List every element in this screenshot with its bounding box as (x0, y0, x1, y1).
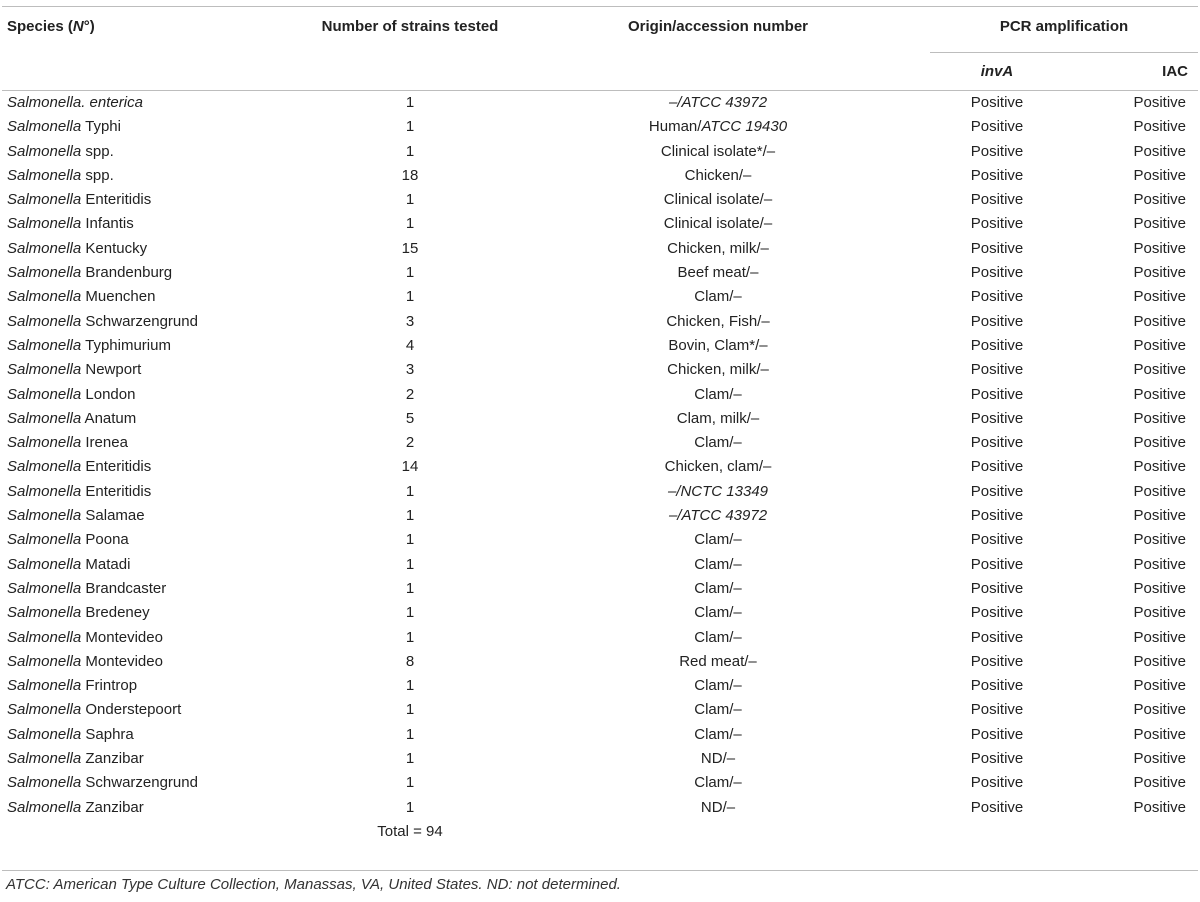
origin-cell: Chicken, Fish/– (666, 312, 770, 330)
inva-result-cell: Positive (970, 215, 1024, 233)
species-cell: Salmonella Newport (7, 361, 142, 379)
iac-result-cell: Positive (1133, 458, 1186, 476)
num-strains-cell: 1 (405, 118, 415, 136)
num-strains-cell: 1 (405, 482, 415, 500)
iac-result-cell: Positive (1133, 628, 1186, 646)
origin-cell: Clam/– (694, 701, 742, 719)
num-strains-cell: 1 (405, 677, 415, 695)
species-cell: Salmonella Zanzibar (7, 798, 144, 816)
num-strains-cell: 1 (405, 750, 415, 768)
origin-cell: Clam/– (694, 531, 742, 549)
inva-result-cell: Positive (970, 434, 1024, 452)
iac-result-cell: Positive (1133, 798, 1186, 816)
iac-result-cell: Positive (1133, 507, 1186, 525)
table-row (2, 626, 1198, 650)
species-cell: Salmonella Enteritidis (7, 458, 152, 476)
iac-result-cell: Positive (1133, 215, 1186, 233)
num-strains-cell: 15 (401, 239, 419, 257)
origin-cell: Clinical isolate/– (663, 191, 773, 209)
species-cell: Salmonella Zanzibar (7, 750, 144, 768)
origin-cell: Chicken/– (684, 166, 752, 184)
origin-cell: Clam/– (694, 604, 742, 622)
table-row (2, 796, 1198, 820)
origin-cell: Chicken, milk/– (667, 361, 769, 379)
table-row (2, 140, 1198, 164)
iac-result-cell: Positive (1133, 166, 1186, 184)
iac-result-cell: Positive (1133, 677, 1186, 695)
inva-result-cell: Positive (970, 166, 1024, 184)
inva-result-cell: Positive (970, 531, 1024, 549)
species-cell: Salmonella Frintrop (7, 677, 138, 695)
species-cell: Salmonella Salamae (7, 507, 145, 525)
species-cell: Salmonella Enteritidis (7, 482, 152, 500)
inva-result-cell: Positive (970, 701, 1024, 719)
num-strains-cell: 1 (405, 191, 415, 209)
species-cell: Salmonella Bredeney (7, 604, 150, 622)
origin-cell: Clam/– (694, 579, 742, 597)
inva-result-cell: Positive (970, 312, 1024, 330)
iac-result-cell: Positive (1133, 652, 1186, 670)
species-cell: Salmonella Schwarzengrund (7, 774, 198, 792)
num-strains-cell: 1 (405, 725, 415, 743)
iac-result-cell: Positive (1133, 482, 1186, 500)
inva-result-cell: Positive (970, 604, 1024, 622)
num-strains-cell: 1 (405, 628, 415, 646)
table-row (2, 553, 1198, 577)
species-cell: Salmonella London (7, 385, 136, 403)
species-cell: Salmonella Enteritidis (7, 191, 152, 209)
inva-result-cell: Positive (970, 191, 1024, 209)
document-page (0, 6, 1200, 902)
inva-result-cell: Positive (970, 336, 1024, 354)
inva-result-cell: Positive (970, 458, 1024, 476)
origin-cell: Chicken, milk/– (667, 239, 769, 257)
num-strains-cell: 1 (405, 288, 415, 306)
empty-cell (506, 820, 1198, 844)
iac-result-cell: Positive (1133, 94, 1186, 111)
origin-cell: Clinical isolate/– (663, 215, 773, 233)
origin-cell: Clam/– (694, 677, 742, 695)
origin-cell: Bovin, Clam*/– (668, 336, 768, 354)
num-strains-cell: 2 (405, 385, 415, 403)
species-cell: Salmonella Schwarzengrund (7, 312, 198, 330)
num-strains-cell: 1 (405, 604, 415, 622)
num-strains-cell: 1 (405, 142, 415, 160)
table-row (2, 334, 1198, 358)
iac-result-cell: Positive (1133, 239, 1186, 257)
table-row (2, 164, 1198, 188)
origin-cell: Clinical isolate*/– (660, 142, 776, 160)
origin-cell: –/ATCC 43972 (668, 507, 768, 525)
num-strains-cell: 8 (405, 652, 415, 670)
table-row (2, 115, 1198, 139)
inva-result-cell: Positive (970, 652, 1024, 670)
num-strains-cell: 3 (405, 312, 415, 330)
inva-result-cell: Positive (970, 385, 1024, 403)
strains-table (2, 6, 1198, 844)
origin-cell: ND/– (700, 750, 736, 768)
iac-result-cell: Positive (1133, 336, 1186, 354)
num-strains-cell: 1 (405, 701, 415, 719)
num-strains-header: Number of strains tested (314, 7, 506, 91)
inva-result-cell: Positive (970, 264, 1024, 282)
iac-result-cell: Positive (1133, 118, 1186, 136)
origin-cell: Chicken, clam/– (664, 458, 772, 476)
species-cell: Salmonella spp. (7, 142, 114, 160)
table-header (2, 7, 1198, 91)
origin-cell: Clam, milk/– (676, 409, 760, 427)
species-cell: Salmonella Saphra (7, 725, 134, 743)
inva-result-cell: Positive (970, 774, 1024, 792)
species-cell: Salmonella Brandcaster (7, 579, 167, 597)
iac-result-cell: Positive (1133, 701, 1186, 719)
num-strains-cell: 1 (405, 798, 415, 816)
table-row (2, 237, 1198, 261)
iac-result-cell: Positive (1133, 409, 1186, 427)
species-cell: Salmonella Matadi (7, 555, 131, 573)
species-cell: Salmonella Infantis (7, 215, 134, 233)
empty-cell (2, 820, 314, 844)
inva-result-cell: Positive (970, 482, 1024, 500)
table-row (2, 407, 1198, 431)
num-strains-cell: 1 (405, 94, 415, 111)
num-strains-cell: 1 (405, 774, 415, 792)
inva-header: invA (980, 63, 1014, 80)
num-strains-cell: 1 (405, 215, 415, 233)
origin-header: Origin/accession number (506, 7, 930, 91)
table-row (2, 747, 1198, 771)
inva-result-cell: Positive (970, 579, 1024, 597)
table-row (2, 285, 1198, 309)
num-strains-cell: 18 (401, 166, 419, 184)
table-row (2, 358, 1198, 382)
species-cell: Salmonella Montevideo (7, 628, 163, 646)
table-row (2, 504, 1198, 528)
inva-result-cell: Positive (970, 142, 1024, 160)
species-cell: Salmonella. enterica (7, 94, 143, 111)
inva-result-cell: Positive (970, 750, 1024, 768)
table-row (2, 431, 1198, 455)
iac-result-cell: Positive (1133, 434, 1186, 452)
table-row (2, 310, 1198, 334)
iac-result-cell: Positive (1133, 725, 1186, 743)
iac-result-cell: Positive (1133, 361, 1186, 379)
num-strains-cell: 1 (405, 507, 415, 525)
inva-result-cell: Positive (970, 94, 1024, 111)
species-cell: Salmonella Typhimurium (7, 336, 171, 354)
table-row (2, 261, 1198, 285)
origin-cell: Beef meat/– (677, 264, 759, 282)
origin-cell: ND/– (700, 798, 736, 816)
species-cell: Salmonella Onderstepoort (7, 701, 182, 719)
inva-result-cell: Positive (970, 118, 1024, 136)
iac-result-cell: Positive (1133, 191, 1186, 209)
origin-cell: Clam/– (694, 628, 742, 646)
species-cell: Salmonella Anatum (7, 409, 137, 427)
origin-cell: Clam/– (694, 434, 742, 452)
table-row (2, 188, 1198, 212)
species-cell: Salmonella Brandenburg (7, 264, 173, 282)
iac-result-cell: Positive (1133, 774, 1186, 792)
table-body (2, 91, 1198, 845)
origin-cell: –/NCTC 13349 (667, 482, 769, 500)
species-cell: Salmonella Muenchen (7, 288, 156, 306)
num-strains-cell: 2 (405, 434, 415, 452)
table-row (2, 577, 1198, 601)
iac-result-cell: Positive (1133, 750, 1186, 768)
origin-cell: Red meat/– (679, 652, 757, 670)
inva-result-cell: Positive (970, 798, 1024, 816)
table-row (2, 698, 1198, 722)
species-cell: Salmonella Poona (7, 531, 129, 549)
inva-result-cell: Positive (970, 239, 1024, 257)
inva-result-cell: Positive (970, 677, 1024, 695)
inva-result-cell: Positive (970, 507, 1024, 525)
species-cell: Salmonella Typhi (7, 118, 121, 136)
inva-result-cell: Positive (970, 725, 1024, 743)
num-strains-cell: 1 (405, 579, 415, 597)
iac-header: IAC (1162, 63, 1188, 80)
origin-cell: Human/ATCC 19430 (648, 118, 788, 136)
table-row (2, 601, 1198, 625)
table-row (2, 455, 1198, 479)
inva-result-cell: Positive (970, 361, 1024, 379)
table-row (2, 91, 1198, 116)
table-row (2, 771, 1198, 795)
table-row (2, 723, 1198, 747)
species-cell: Salmonella spp. (7, 166, 114, 184)
num-strains-cell: 3 (405, 361, 415, 379)
inva-result-cell: Positive (970, 628, 1024, 646)
iac-result-cell: Positive (1133, 531, 1186, 549)
num-strains-cell: 1 (405, 531, 415, 549)
iac-result-cell: Positive (1133, 312, 1186, 330)
table-row (2, 480, 1198, 504)
iac-result-cell: Positive (1133, 385, 1186, 403)
origin-cell: Clam/– (694, 385, 742, 403)
origin-cell: Clam/– (694, 725, 742, 743)
num-strains-cell: 4 (405, 336, 415, 354)
species-cell: Salmonella Irenea (7, 434, 128, 452)
origin-cell: Clam/– (694, 774, 742, 792)
inva-result-cell: Positive (970, 288, 1024, 306)
num-strains-cell: 1 (405, 264, 415, 282)
species-header: Species (N°) (2, 7, 314, 91)
footnote: ATCC: American Type Culture Collection, Manassas, VA, United States. ND: not determined. (6, 876, 621, 893)
num-strains-cell: 1 (405, 555, 415, 573)
inva-result-cell: Positive (970, 555, 1024, 573)
iac-result-cell: Positive (1133, 264, 1186, 282)
table-row (2, 528, 1198, 552)
num-strains-cell: 14 (401, 458, 419, 476)
iac-result-cell: Positive (1133, 555, 1186, 573)
iac-result-cell: Positive (1133, 288, 1186, 306)
total-cell: Total = 94 (377, 822, 443, 840)
table-row (2, 650, 1198, 674)
iac-result-cell: Positive (1133, 579, 1186, 597)
pcr-header: PCR amplification (930, 7, 1198, 53)
origin-cell: –/ATCC 43972 (668, 94, 768, 111)
origin-cell: Clam/– (694, 555, 742, 573)
table-row (2, 212, 1198, 236)
table-row (2, 383, 1198, 407)
iac-result-cell: Positive (1133, 142, 1186, 160)
footer-divider (2, 870, 1198, 871)
inva-result-cell: Positive (970, 409, 1024, 427)
total-row (2, 820, 1198, 844)
num-strains-cell: 5 (405, 409, 415, 427)
table-row (2, 674, 1198, 698)
iac-result-cell: Positive (1133, 604, 1186, 622)
origin-cell: Clam/– (694, 288, 742, 306)
species-cell: Salmonella Montevideo (7, 652, 163, 670)
species-cell: Salmonella Kentucky (7, 239, 148, 257)
